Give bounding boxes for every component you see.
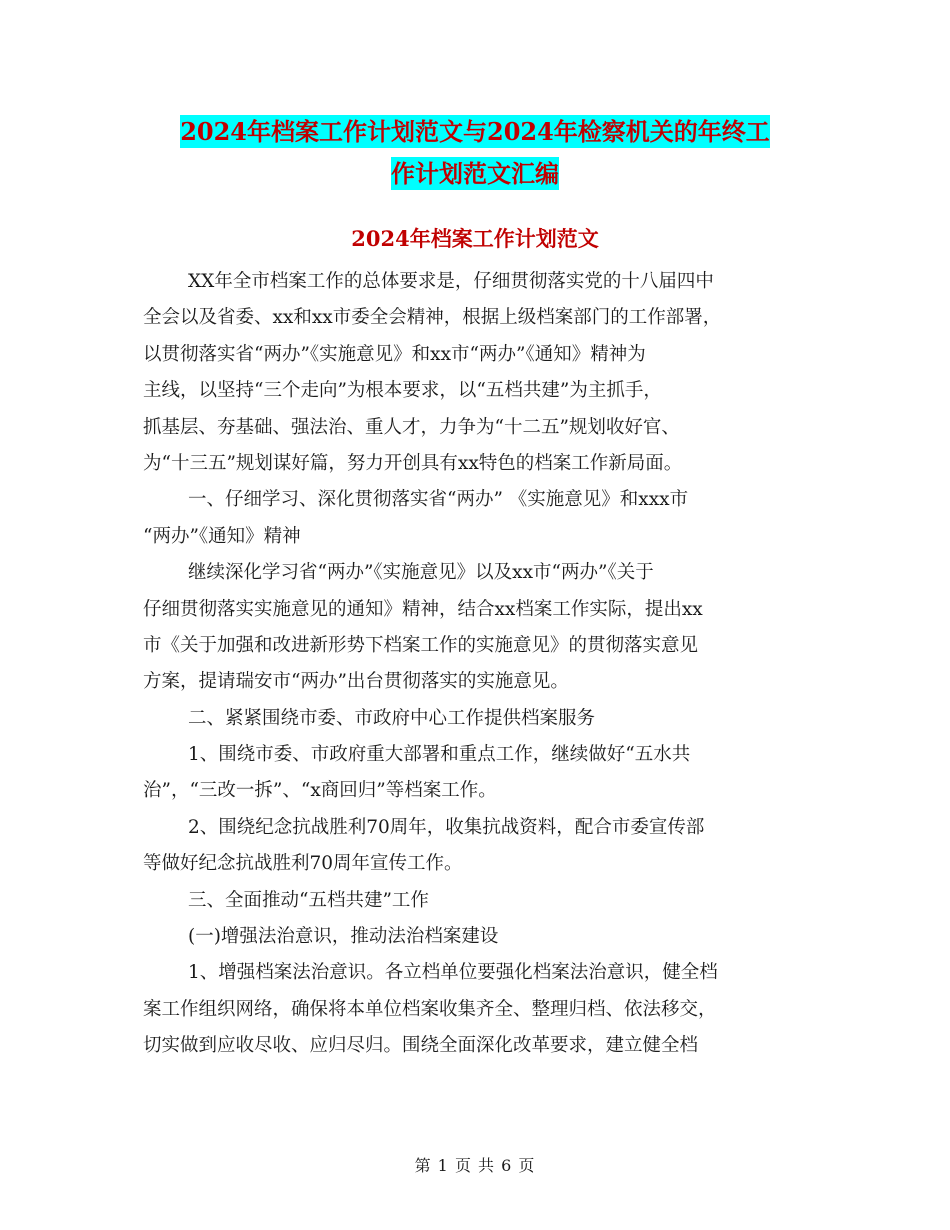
text-line: “两办”《通知》精神 [143, 525, 301, 547]
text-line: XX年全市档案工作的总体要求是，仔细贯彻落实党的十八届四中 [188, 271, 714, 292]
text-line: 案工作组织网络，确保将本单位档案收集齐全、整理归档、依法移交， [143, 998, 717, 1020]
text-line: 切实做到应收尽收、应归尽归。围绕全面深化改革要求，建立健全档 [143, 1035, 699, 1057]
page-footer: 第 1 页 共 6 页 [414, 1156, 536, 1175]
text-line: 1、围绕市委、市政府重大部署和重点工作，继续做好“五水共 [188, 744, 691, 766]
body-text [143, 264, 813, 1065]
text-line: 一、仔细学习、深化贯彻落实省“两办” 《实施意见》和xxx市 [188, 489, 689, 511]
document-title-line-1: 2024年档案工作计划范文与2024年检察机关的年终工 [180, 117, 770, 146]
text-line: 以贯彻落实省“两办”《实施意见》和xx市“两办”《通知》精神为 [143, 343, 646, 365]
section-title: 2024年档案工作计划范文 [351, 226, 599, 251]
text-line: 2、围绕纪念抗战胜利70周年，收集抗战资料，配合市委宣传部 [188, 816, 705, 838]
text-line: 等做好纪念抗战胜利70周年宣传工作。 [143, 853, 463, 875]
text-line: 1、增强档案法治意识。各立档单位要强化档案法治意识，健全档 [188, 962, 718, 984]
text-line: 继续深化学习省“两办”《实施意见》以及xx市“两办”《关于 [188, 562, 654, 584]
text-line: (一)增强法治意识，推动法治档案建设 [188, 926, 499, 948]
text-line: 抓基层、夯基础、强法治、重人才，力争为“十二五”规划收好官、 [143, 416, 680, 438]
text-line: 二、紧紧围绕市委、市政府中心工作提供档案服务 [188, 707, 596, 729]
document-title-line-2: 作计划范文汇编 [391, 159, 559, 188]
text-line: 全会以及省委、xx和xx市委全会精神，根据上级档案部门的工作部署， [143, 307, 722, 329]
text-line: 治”，“三改一拆”、“x商回归”等档案工作。 [143, 780, 497, 802]
text-line: 方案，提请瑞安市“两办”出台贯彻落实的实施意见。 [143, 671, 569, 693]
text-line: 市《关于加强和改进新形势下档案工作的实施意见》的贯彻落实意见 [143, 634, 699, 656]
text-line: 为“十三五”规划谋好篇，努力开创具有xx特色的档案工作新局面。 [143, 452, 683, 474]
text-line: 仔细贯彻落实实施意见的通知》精神，结合xx档案工作实际，提出xx [143, 598, 703, 620]
text-line: 三、全面推动“五档共建”工作 [188, 889, 429, 911]
text-line: 主线，以坚持“三个走向”为根本要求，以“五档共建”为主抓手， [143, 380, 662, 402]
